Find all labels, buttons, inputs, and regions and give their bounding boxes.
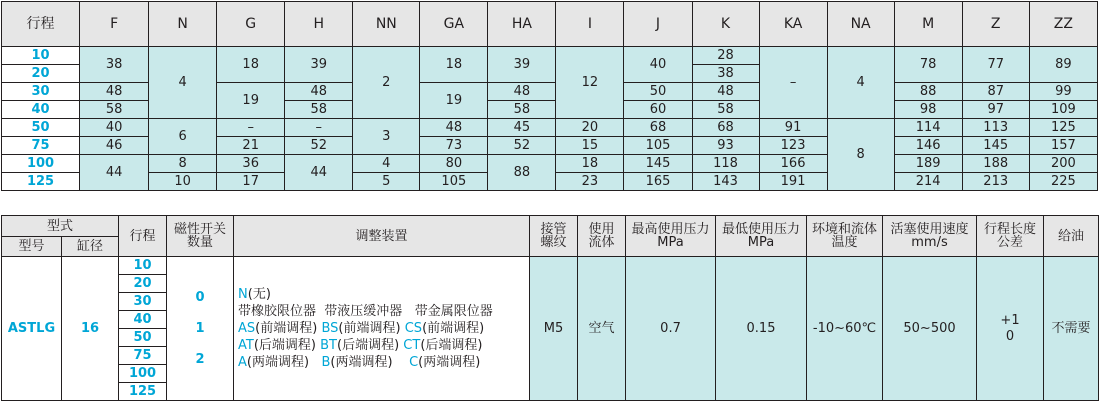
tolerance-header-line2: 公差 [997,235,1024,250]
col-header-f: F [80,2,149,47]
order-code-table [1,215,1099,401]
z-cell: 145 [962,137,1029,155]
temperature-header [807,216,883,257]
fluid-header-line2: 流体 [588,235,615,250]
col-header-n: N [149,2,217,47]
adjuster-code: BT [320,338,337,353]
ga-cell: 18 [420,47,488,83]
j-cell: 60 [624,101,692,119]
min-pressure-header [716,216,807,257]
m-cell: 189 [894,155,962,173]
i-cell: 23 [556,173,624,191]
g-cell: 36 [217,155,285,173]
tolerance-header [977,216,1044,257]
adjuster-desc: (后端调程) [337,338,400,353]
tolerance-plus: +1 [1000,313,1020,328]
stroke-option: 30 [119,293,167,311]
switch-count-header-line2: 数量 [187,235,214,250]
type-header: 型式 [2,216,119,237]
stroke-option: 50 [119,329,167,347]
nn-cell: 2 [353,47,420,119]
nn-cell: 5 [353,173,420,191]
col-header-nn: NN [353,2,420,47]
k-cell: 28 [692,47,759,65]
category-hydraulic: 带液压缓冲器 [324,304,403,319]
f-cell: 48 [80,83,149,101]
ka-cell: 166 [759,155,827,173]
ga-cell: 19 [420,83,488,119]
z-cell: 97 [962,101,1029,119]
h-cell: 48 [285,83,353,101]
j-cell: 40 [624,47,692,83]
col-header-h: H [285,2,353,47]
m-cell: 98 [894,101,962,119]
adjuster-code: A [238,355,247,370]
stroke-option: 20 [119,275,167,293]
stroke-cell: 75 [2,137,80,155]
ka-cell: – [759,47,827,119]
g-cell: 18 [217,47,285,83]
fluid-header-line1: 使用 [588,222,615,237]
temperature-header-line2: 温度 [831,235,858,250]
zz-cell: 109 [1029,101,1097,119]
m-cell: 88 [894,83,962,101]
adjuster-code: B [321,355,331,370]
adjuster-desc: (前端调程) [338,321,401,336]
k-cell: 143 [692,173,759,191]
k-cell: 48 [692,83,759,101]
adjuster-desc: (前端调程) [422,321,485,336]
n-cell: 6 [149,119,217,155]
na-cell: 8 [827,119,894,191]
switch-count-options [167,257,234,401]
adjuster-desc: (前端调程) [255,321,318,336]
j-cell: 145 [624,155,692,173]
i-cell: 18 [556,155,624,173]
model-header: 型号 [2,237,62,257]
temperature-value: -10~60℃ [807,257,883,401]
f-cell: 58 [80,101,149,119]
max-pressure-header-line2: MPa [657,235,684,250]
ka-cell: 123 [759,137,827,155]
i-cell: 12 [556,47,624,119]
zz-cell: 225 [1029,173,1097,191]
dimension-table [1,1,1098,191]
max-pressure-header-line1: 最高使用压力 [631,222,710,237]
col-header-z: Z [962,2,1029,47]
thread-header [530,216,578,257]
ga-cell: 73 [420,137,488,155]
h-cell: 58 [285,101,353,119]
speed-header-line2: mm/s [911,235,948,250]
f-cell: 38 [80,47,149,83]
adjuster-front-row [238,320,529,337]
z-cell: 77 [962,47,1029,83]
col-header-j: J [624,2,692,47]
stroke-cell: 100 [2,155,80,173]
lubrication-value: 不需要 [1044,257,1099,401]
m-cell: 78 [894,47,962,83]
lubrication-header: 给油 [1044,216,1099,257]
category-metal: 带金属限位器 [414,304,493,319]
ha-cell: 52 [488,137,556,155]
adjuster-code: BS [321,321,339,336]
col-header-k: K [692,2,759,47]
bore-header: 缸径 [62,237,119,257]
i-cell: 15 [556,137,624,155]
h-cell: 44 [285,155,353,191]
thread-header-line2: 螺纹 [540,235,567,250]
max-pressure-header [626,216,716,257]
f-cell: 44 [80,155,149,191]
j-cell: 50 [624,83,692,101]
f-cell: 46 [80,137,149,155]
col-header-ga: GA [420,2,488,47]
col-header-ka: KA [759,2,827,47]
stroke-cell: 40 [2,101,80,119]
speed-value: 50~500 [883,257,977,401]
z-cell: 113 [962,119,1029,137]
j-cell: 68 [624,119,692,137]
n-cell: 8 [149,155,217,173]
ha-cell: 48 [488,83,556,101]
speed-header-line1: 活塞使用速度 [890,222,969,237]
switch-count-header [167,216,234,257]
fluid-header [578,216,626,257]
m-cell: 214 [894,173,962,191]
adjuster-desc: (后端调程) [253,338,316,353]
col-header-m: M [894,2,962,47]
na-cell: 4 [827,47,894,119]
col-header-na: NA [827,2,894,47]
stroke-option: 125 [119,383,167,401]
min-pressure-header-line2: MPa [747,235,775,250]
g-cell: – [217,119,285,137]
category-rubber: 带橡胶限位器 [238,304,317,319]
h-cell: 39 [285,47,353,83]
adjuster-desc: (两端调程) [246,355,310,370]
k-cell: 93 [692,137,759,155]
adjuster-category-row [238,303,529,320]
h-cell: – [285,119,353,137]
z-cell: 87 [962,83,1029,101]
speed-header [883,216,977,257]
switch-count-option: 2 [195,352,205,367]
adjuster-options [234,257,530,401]
adjuster-desc: (两端调程) [418,355,481,370]
j-cell: 165 [624,173,692,191]
nn-cell: 3 [353,119,420,155]
stroke-cell: 50 [2,119,80,137]
thread-value: M5 [530,257,578,401]
stroke-header: 行程 [119,216,167,257]
adjuster-desc: (无) [247,287,271,302]
col-header-g: G [217,2,285,47]
n-cell: 10 [149,173,217,191]
stroke-option: 10 [119,257,167,275]
zz-cell: 89 [1029,47,1097,83]
m-cell: 114 [894,119,962,137]
ga-cell: 105 [420,173,488,191]
stroke-option: 100 [119,365,167,383]
switch-count-option: 0 [195,290,205,305]
max-pressure-value: 0.7 [626,257,716,401]
g-cell: 19 [217,83,285,119]
j-cell: 105 [624,137,692,155]
temperature-header-line1: 环境和流体 [812,222,878,237]
n-cell: 4 [149,47,217,119]
ha-cell: 45 [488,119,556,137]
col-header-zz: ZZ [1029,2,1097,47]
fluid-value: 空气 [578,257,626,401]
stroke-option: 40 [119,311,167,329]
bore-value: 16 [62,257,119,401]
f-cell: 40 [80,119,149,137]
ka-cell: 191 [759,173,827,191]
adjuster-rear-row [238,337,529,354]
ga-cell: 48 [420,119,488,137]
i-cell: 20 [556,119,624,137]
col-header-ha: HA [488,2,556,47]
zz-cell: 200 [1029,155,1097,173]
ha-cell: 39 [488,47,556,83]
adjuster-both-row [238,354,529,371]
m-cell: 146 [894,137,962,155]
tolerance-header-line1: 行程长度 [984,222,1037,237]
adjuster-desc: (两端调程) [330,355,393,370]
adjuster-desc: (后端调程) [420,338,483,353]
adjuster-code: CS [404,321,423,336]
g-cell: 21 [217,137,285,155]
zz-cell: 157 [1029,137,1097,155]
g-cell: 17 [217,173,285,191]
col-header-stroke: 行程 [2,2,80,47]
model-value: ASTLG [2,257,62,401]
ga-cell: 80 [420,155,488,173]
col-header-i: I [556,2,624,47]
z-cell: 213 [962,173,1029,191]
ka-cell: 91 [759,119,827,137]
adjuster-code: N [238,287,248,302]
stroke-cell: 125 [2,173,80,191]
adjuster-code: AS [238,321,256,336]
z-cell: 188 [962,155,1029,173]
stroke-cell: 10 [2,47,80,65]
ha-cell: 88 [488,155,556,191]
ha-cell: 58 [488,101,556,119]
stroke-cell: 30 [2,83,80,101]
stroke-option: 75 [119,347,167,365]
adjuster-none-row [238,286,529,303]
tolerance-value [977,257,1044,401]
adjuster-code: CT [403,338,421,353]
adjuster-header: 调整装置 [234,216,530,257]
min-pressure-header-line1: 最低使用压力 [722,222,801,237]
switch-count-option: 1 [195,321,205,336]
k-cell: 58 [692,101,759,119]
switch-count-header-line1: 磁性开关 [174,222,227,237]
h-cell: 52 [285,137,353,155]
adjuster-code: AT [238,338,254,353]
thread-header-line1: 接管 [540,222,567,237]
zz-cell: 99 [1029,83,1097,101]
tolerance-minus: 0 [1005,329,1015,344]
stroke-cell: 20 [2,65,80,83]
k-cell: 38 [692,65,759,83]
adjuster-code: C [409,355,419,370]
k-cell: 118 [692,155,759,173]
min-pressure-value: 0.15 [716,257,807,401]
nn-cell: 4 [353,155,420,173]
zz-cell: 125 [1029,119,1097,137]
k-cell: 68 [692,119,759,137]
